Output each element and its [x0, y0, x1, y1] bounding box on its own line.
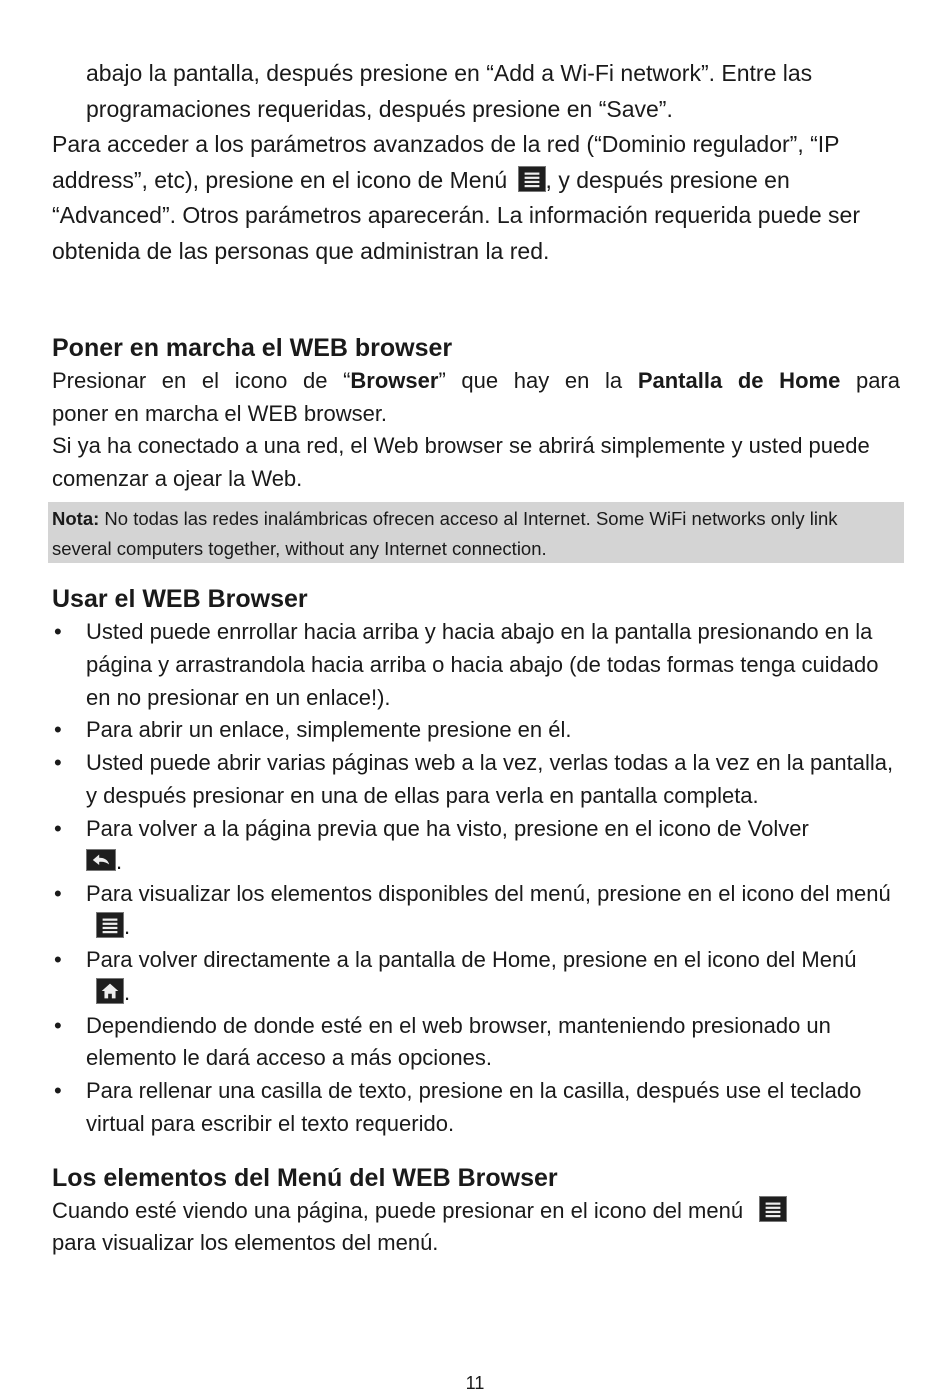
menu-icon	[518, 166, 546, 192]
document-page	[52, 56, 900, 1260]
note-label: Nota:	[52, 508, 100, 529]
home-screen-bold: Pantalla de Home	[637, 368, 841, 393]
note-text: No todas las redes inalámbricas ofrecen acceso al Internet. Some WiFi networks only link several computers together, without any Internet connection.	[52, 508, 838, 559]
start-browser-text-a: Presionar en el icono de “	[52, 368, 351, 393]
bullet: •	[54, 815, 62, 841]
bullet: •	[54, 717, 62, 743]
menu-items-line-1	[52, 1195, 900, 1228]
bullet: •	[54, 750, 62, 776]
browser-bold: Browser	[350, 368, 439, 393]
list-item	[52, 714, 900, 747]
advanced-params-text-a: Para acceder a los parámetros avanzados de la red (“Dominio regulador”, “IP address”, etc), presione en el icono de Menú	[52, 131, 840, 193]
list-item-text: Para visualizar los elementos disponibles del menú, presione en el icono del menú	[86, 881, 891, 907]
advanced-params-text-b: , y después presione en “Advanced”. Otros parámetros aparecerán. La información requerida puede ser obtenida de las personas que administran la red.	[52, 166, 860, 264]
period: .	[124, 914, 131, 940]
start-browser-line-1	[52, 365, 900, 398]
note-box	[48, 502, 904, 563]
bullet: •	[54, 881, 62, 907]
list-item-text: Para rellenar una casilla de texto, presione en la casilla, después use el teclado virtual para escribir el texto requerido.	[86, 1078, 862, 1136]
list-item	[52, 1075, 900, 1141]
bullet: •	[54, 946, 62, 972]
bullet: •	[54, 1012, 62, 1038]
list-item-text: Para abrir un enlace, simplemente presione en él.	[86, 717, 572, 743]
list-item-text: Dependiendo de donde esté en el web browser, manteniendo presionado un elemento le dará acceso a más opciones.	[86, 1012, 831, 1071]
menu-icon	[759, 1196, 787, 1222]
list-item-text: Para volver directamente a la pantalla de Home, presione en el icono del Menú	[86, 946, 857, 972]
list-item	[52, 813, 900, 879]
intro-line-2: programaciones requeridas, después presione en “Save”.	[86, 95, 673, 122]
list-item-text: Para volver a la página previa que ha visto, presione en el icono de Volver	[86, 815, 809, 841]
start-browser-line-2: poner en marcha el WEB browser.	[52, 400, 388, 426]
start-browser-text-b: ” que hay en la	[438, 368, 638, 393]
menu-icon	[96, 912, 124, 938]
menu-items-text-a: Cuando esté viendo una página, puede presionar en el icono del menú	[52, 1197, 750, 1223]
menu-items-line-2: para visualizar los elementos del menú.	[52, 1230, 439, 1256]
back-icon	[86, 849, 116, 871]
section-heading-start-browser: Poner en marcha el WEB browser	[52, 334, 453, 362]
bullet: •	[54, 1078, 62, 1104]
use-browser-list	[52, 616, 900, 1141]
period: .	[116, 848, 123, 874]
page-number: 11	[465, 1373, 485, 1393]
section-heading-use-browser: Usar el WEB Browser	[52, 585, 308, 613]
connected-network-paragraph: Si ya ha conectado a una red, el Web browser se abrirá simplemente y usted puede comenzar a ojear la Web.	[52, 433, 870, 491]
period: .	[124, 979, 131, 1005]
advanced-params-paragraph	[52, 127, 900, 269]
home-icon	[96, 978, 124, 1004]
list-item	[52, 944, 900, 1010]
list-item-text: Usted puede abrir varias páginas web a la vez, verlas todas a la vez en la pantalla, y después presionar en una de ellas para verla en pantalla completa.	[86, 750, 894, 808]
start-browser-text-c: para	[840, 368, 900, 393]
bullet: •	[54, 619, 62, 644]
list-item	[52, 1010, 900, 1076]
intro-line-1: abajo la pantalla, después presione en “Add a Wi-Fi network”. Entre las	[86, 60, 813, 86]
list-item	[52, 747, 900, 813]
list-item	[52, 616, 900, 714]
section-heading-menu-items: Los elementos del Menú del WEB Browser	[52, 1163, 558, 1192]
list-item	[52, 878, 900, 944]
list-item-text: Usted puede enrrollar hacia arriba y hacia abajo en la pantalla presionando en la página y arrastrandola hacia arriba o hacia abajo (de todas formas tenga cuidado en no presionar en un enlace!).	[86, 619, 879, 710]
